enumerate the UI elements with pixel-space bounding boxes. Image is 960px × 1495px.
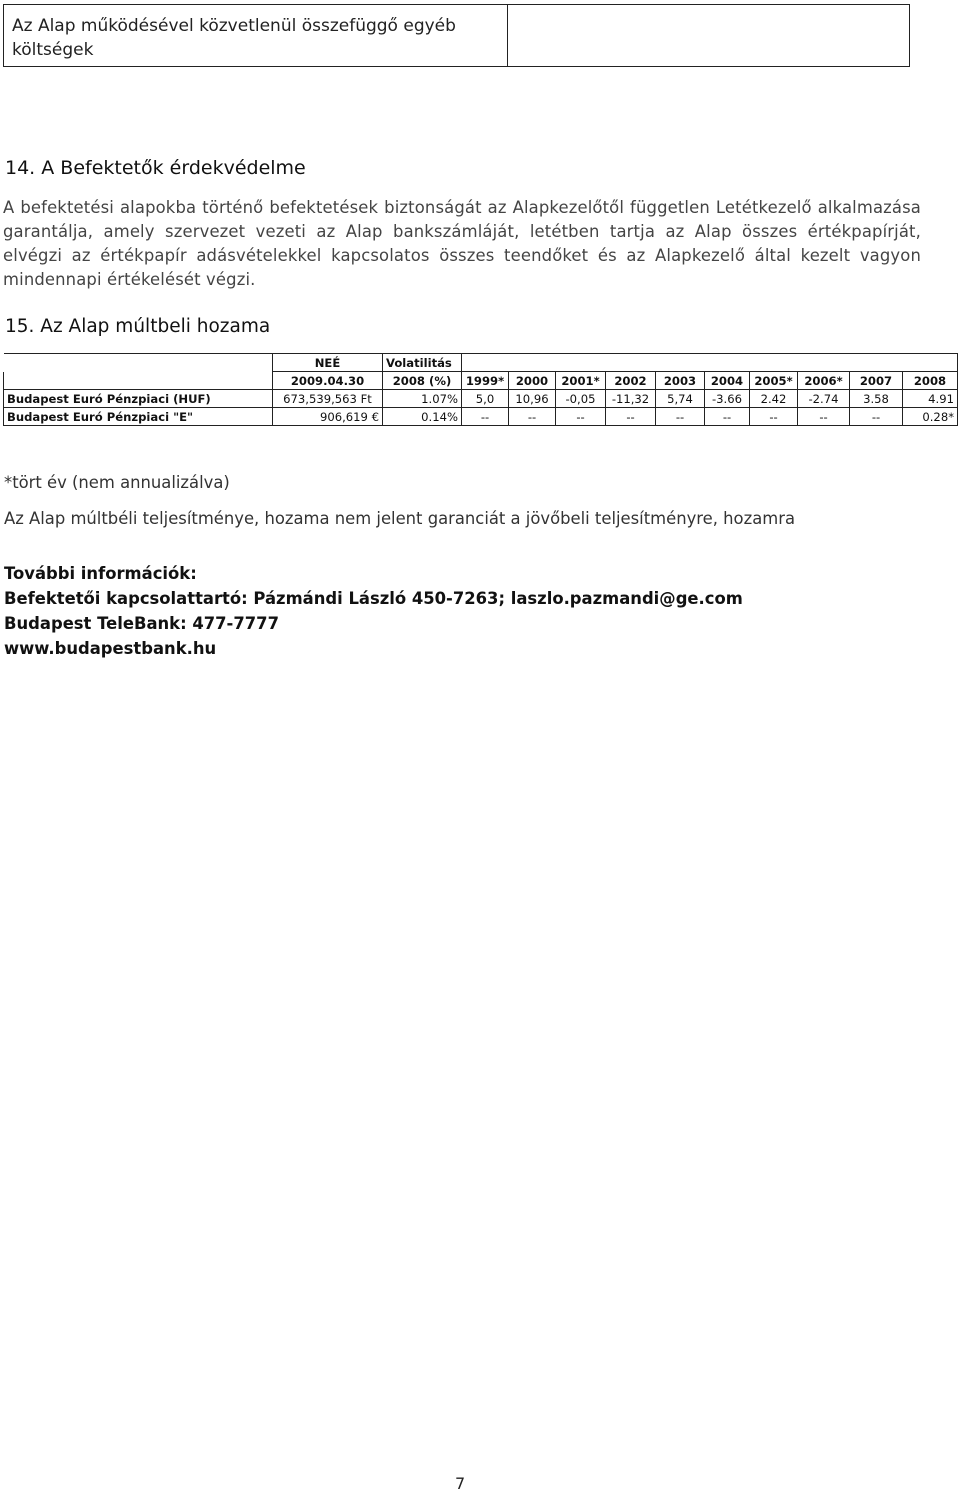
fund-name-cell: Budapest Euró Pénzpiaci (HUF)	[4, 390, 273, 408]
performance-disclaimer: Az Alap múltbéli teljesítménye, hozama nem jelent garanciát a jövőbeli teljesítményre, hozamra	[4, 509, 795, 528]
header-cell: 2007	[850, 372, 903, 390]
table-header-row	[4, 372, 958, 390]
table-cell: 3.58	[850, 390, 903, 408]
performance-table	[3, 353, 958, 426]
website-link[interactable]: www.budapestbank.hu	[4, 639, 217, 658]
header-cell: 2001*	[556, 372, 606, 390]
table-cell: --	[509, 408, 556, 426]
costs-label-cell: Az Alap működésével közvetlenül összefüggő egyéb költségek	[4, 5, 508, 66]
header-cell: 2003	[656, 372, 705, 390]
table-cell: --	[750, 408, 798, 426]
table-cell: -3.66	[705, 390, 750, 408]
header-cell: 2005*	[750, 372, 798, 390]
table-cell: --	[705, 408, 750, 426]
header-cell: 2008	[903, 372, 958, 390]
table-cell: 5,0	[462, 390, 509, 408]
section-15-heading: 15. Az Alap múltbeli hozama	[5, 316, 271, 337]
fund-name-cell: Budapest Euró Pénzpiaci "E"	[4, 408, 273, 426]
header-cell: 2000	[509, 372, 556, 390]
table-cell: 10,96	[509, 390, 556, 408]
table-cell: --	[798, 408, 850, 426]
header-cell: 2006*	[798, 372, 850, 390]
table-cell: --	[850, 408, 903, 426]
table-cell: -0,05	[556, 390, 606, 408]
table-cell: 2.42	[750, 390, 798, 408]
table-cell: -11,32	[606, 390, 656, 408]
table-cell: 1.07%	[383, 390, 462, 408]
section-14-heading: 14. A Befektetők érdekvédelme	[5, 157, 306, 179]
header-cell: 1999*	[462, 372, 509, 390]
table-row	[4, 408, 958, 426]
volatility-header: Volatilitás	[383, 354, 462, 372]
header-cell: 2002	[606, 372, 656, 390]
table-cell: --	[656, 408, 705, 426]
table-cell: --	[462, 408, 509, 426]
header-cell: 2009.04.30	[273, 372, 383, 390]
telebank-number: Budapest TeleBank: 477-7777	[4, 614, 279, 633]
section-14-paragraph: A befektetési alapokba történő befektetések biztonságát az Alapkezelőtől független Letétkezelő alkalmazása garantálja, amely szervezet vezeti az Alap bankszámláját, letétben tartja az Alap összes értékpapírját, elvégzi az értékpapír adásvételekkel kapcsolatos összes teendőket és az Alapkezelő által kezelt vagyon mindennapi értékelését végzi.	[3, 198, 921, 289]
info-heading: További információk:	[4, 564, 197, 583]
table-cell: 0.14%	[383, 408, 462, 426]
header-cell: 2004	[705, 372, 750, 390]
table-cell: 5,74	[656, 390, 705, 408]
page-number: 7	[455, 1474, 466, 1493]
contact-person: Befektetői kapcsolattartó: Pázmándi László 450-7263; laszlo.pazmandi@ge.com	[4, 589, 743, 608]
table-header-top-row	[4, 354, 958, 372]
costs-value-cell	[508, 5, 909, 66]
partial-year-note: *tört év (nem annualizálva)	[4, 473, 230, 492]
table-cell: -2.74	[798, 390, 850, 408]
table-cell: 906,619 €	[273, 408, 383, 426]
nee-header: NEÉ	[273, 354, 383, 372]
table-cell: --	[606, 408, 656, 426]
table-row	[4, 390, 958, 408]
table-cell: --	[556, 408, 606, 426]
header-cell: 2008 (%)	[383, 372, 462, 390]
costs-table-row	[3, 4, 910, 67]
table-cell: 4.91	[903, 390, 958, 408]
contact-info	[4, 561, 743, 661]
table-cell: 673,539,563 Ft	[273, 390, 383, 408]
table-cell: 0.28*	[903, 408, 958, 426]
